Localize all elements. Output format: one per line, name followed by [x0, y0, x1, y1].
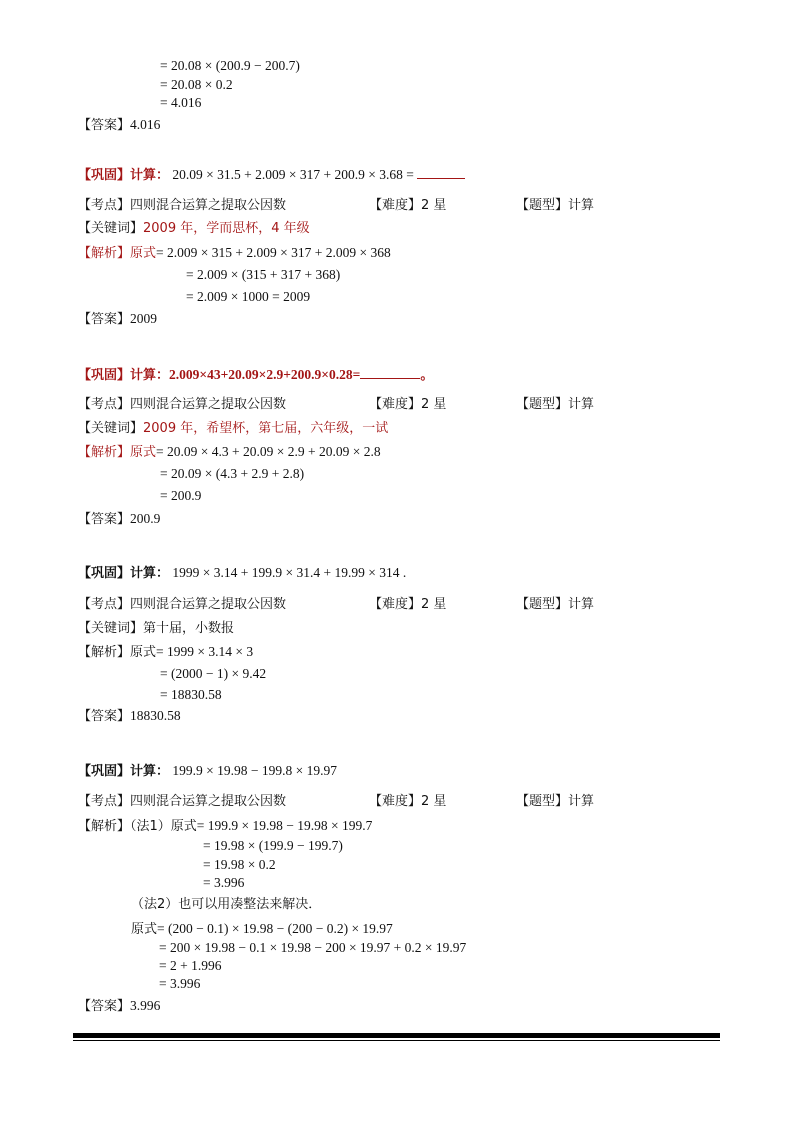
answer-value: 4.016: [130, 117, 161, 132]
tixing-value: 计算: [568, 198, 595, 213]
keyword-value: 第十届，小数报: [143, 621, 235, 636]
period: 。: [420, 368, 434, 383]
tixing-line: [516, 794, 594, 810]
answer-tag: 【答案】: [78, 999, 131, 1014]
kaodian-tag: 【考点】: [78, 794, 131, 809]
calc-label: 计算：: [130, 566, 170, 581]
keyword-tag: 【关键词】: [78, 221, 144, 236]
footer-rule-thin: [73, 1040, 720, 1041]
jiexi-line: [78, 644, 253, 661]
method1-label: （法1）原式: [130, 819, 197, 834]
tixing-tag: 【题型】: [516, 397, 569, 412]
problem-tag: 【巩固】: [78, 566, 131, 581]
calc-line: = 4.016: [160, 95, 202, 110]
answer-value: 18830.58: [130, 708, 181, 723]
jiexi-line: [131, 921, 393, 938]
nandu-tag: 【难度】: [369, 794, 422, 809]
keyword-value: 2009 年，学而思杯，4 年级: [143, 221, 310, 236]
problem-header: [78, 366, 433, 384]
keyword-tag: 【关键词】: [78, 421, 144, 436]
answer-value: 3.996: [130, 998, 161, 1013]
nandu-value: 2 星: [421, 794, 447, 809]
nandu-line: [369, 794, 446, 810]
calc-label: 计算：: [130, 764, 170, 779]
jiexi-tag: 【解析】: [78, 445, 131, 460]
calc-line: = 20.08 × (200.9 − 200.7): [160, 58, 300, 73]
tixing-tag: 【题型】: [516, 794, 569, 809]
tixing-value: 计算: [568, 794, 595, 809]
nandu-value: 2 星: [421, 198, 447, 213]
calc-line: = 3.996: [203, 875, 245, 890]
jiexi-line: [78, 818, 372, 835]
keyword-line: [78, 421, 388, 437]
calc-line: = 1999 × 3.14 × 3: [156, 644, 254, 659]
keyword-value: 2009 年，希望杯，第七届，六年级，一试: [143, 421, 389, 436]
kaodian-value: 四则混合运算之提取公因数: [130, 794, 287, 809]
kaodian-line: [78, 597, 286, 613]
answer-line: [78, 708, 181, 725]
keyword-line: [78, 621, 234, 637]
calc-line: = 3.996: [159, 976, 201, 991]
tixing-line: [516, 397, 594, 413]
problem-expression: 1999 × 3.14 + 199.9 × 31.4 + 19.99 × 314 .: [172, 565, 407, 580]
calc-label: 计算：: [130, 168, 170, 183]
tixing-line: [516, 198, 594, 214]
answer-tag: 【答案】: [78, 709, 131, 724]
calc-line: = 19.98 × 0.2: [203, 857, 276, 872]
kaodian-tag: 【考点】: [78, 397, 131, 412]
answer-tag: 【答案】: [78, 312, 131, 327]
answer-line: [78, 117, 160, 134]
problem-header: [78, 763, 337, 780]
answer-line: [78, 511, 160, 528]
problem-expression: 2.009×43+20.09×2.9+200.9×0.28=: [169, 367, 361, 382]
problem-tag: 【巩固】: [78, 168, 131, 183]
calc-line: = 2 + 1.996: [159, 958, 222, 973]
yuanshi-label: 原式: [130, 645, 157, 660]
answer-blank: [360, 366, 420, 379]
problem-expression: 20.09 × 31.5 + 2.009 × 317 + 200.9 × 3.68 =: [172, 167, 414, 182]
method2-line: （法2）也可以用凑整法来解决．: [131, 897, 322, 912]
calc-line: = 200 × 19.98 − 0.1 × 19.98 − 200 × 19.97 + 0.2 × 19.97: [159, 940, 467, 955]
nandu-line: [369, 597, 446, 613]
answer-value: 200.9: [130, 511, 161, 526]
nandu-tag: 【难度】: [369, 198, 422, 213]
problem-tag: 【巩固】: [78, 368, 131, 383]
answer-tag: 【答案】: [78, 118, 131, 133]
kaodian-tag: 【考点】: [78, 198, 131, 213]
kaodian-tag: 【考点】: [78, 597, 131, 612]
jiexi-line: [78, 245, 391, 262]
calc-line: = 20.09 × (4.3 + 2.9 + 2.8): [160, 466, 305, 481]
calc-line: = 20.09 × 4.3 + 20.09 × 2.9 + 20.09 × 2.8: [156, 444, 381, 459]
jiexi-tag: 【解析】: [78, 819, 131, 834]
answer-tag: 【答案】: [78, 512, 131, 527]
nandu-value: 2 星: [421, 397, 447, 412]
kaodian-value: 四则混合运算之提取公因数: [130, 198, 287, 213]
problem-header: [78, 166, 465, 184]
tixing-line: [516, 597, 594, 613]
yuanshi-label: 原式: [131, 922, 158, 937]
calc-label: 计算：: [130, 368, 170, 383]
tixing-tag: 【题型】: [516, 198, 569, 213]
calc-line: = (200 − 0.1) × 19.98 − (200 − 0.2) × 19.97: [157, 921, 393, 936]
kaodian-line: [78, 397, 286, 413]
answer-line: [78, 998, 160, 1015]
kaodian-value: 四则混合运算之提取公因数: [130, 397, 287, 412]
nandu-line: [369, 198, 446, 214]
problem-header: [78, 565, 406, 582]
calc-line: = 2.009 × (315 + 317 + 368): [186, 267, 341, 282]
kaodian-line: [78, 198, 286, 214]
keyword-line: [78, 221, 310, 237]
answer-value: 2009: [130, 311, 158, 326]
tixing-value: 计算: [568, 397, 595, 412]
jiexi-tag: 【解析】: [78, 645, 131, 660]
calc-line: = 200.9: [160, 488, 202, 503]
nandu-value: 2 星: [421, 597, 447, 612]
calc-line: = 19.98 × (199.9 − 199.7): [203, 838, 343, 853]
calc-line: = 2.009 × 1000 = 2009: [186, 289, 311, 304]
jiexi-line: [78, 444, 381, 461]
nandu-line: [369, 397, 446, 413]
problem-expression: 199.9 × 19.98 − 199.8 × 19.97: [172, 763, 337, 778]
yuanshi-label: 原式: [130, 246, 157, 261]
calc-line: = (2000 − 1) × 9.42: [160, 666, 267, 681]
problem-tag: 【巩固】: [78, 764, 131, 779]
calc-line: = 20.08 × 0.2: [160, 77, 233, 92]
kaodian-line: [78, 794, 286, 810]
kaodian-value: 四则混合运算之提取公因数: [130, 597, 287, 612]
answer-line: [78, 311, 157, 328]
answer-blank: [417, 166, 465, 179]
footer-rule-thick: [73, 1033, 720, 1038]
tixing-value: 计算: [568, 597, 595, 612]
tixing-tag: 【题型】: [516, 597, 569, 612]
keyword-tag: 【关键词】: [78, 621, 144, 636]
calc-line: = 18830.58: [160, 687, 222, 702]
nandu-tag: 【难度】: [369, 597, 422, 612]
yuanshi-label: 原式: [130, 445, 157, 460]
calc-line: = 2.009 × 315 + 2.009 × 317 + 2.009 × 368: [156, 245, 391, 260]
nandu-tag: 【难度】: [369, 397, 422, 412]
calc-line: = 199.9 × 19.98 − 19.98 × 199.7: [196, 818, 373, 833]
jiexi-tag: 【解析】: [78, 246, 131, 261]
